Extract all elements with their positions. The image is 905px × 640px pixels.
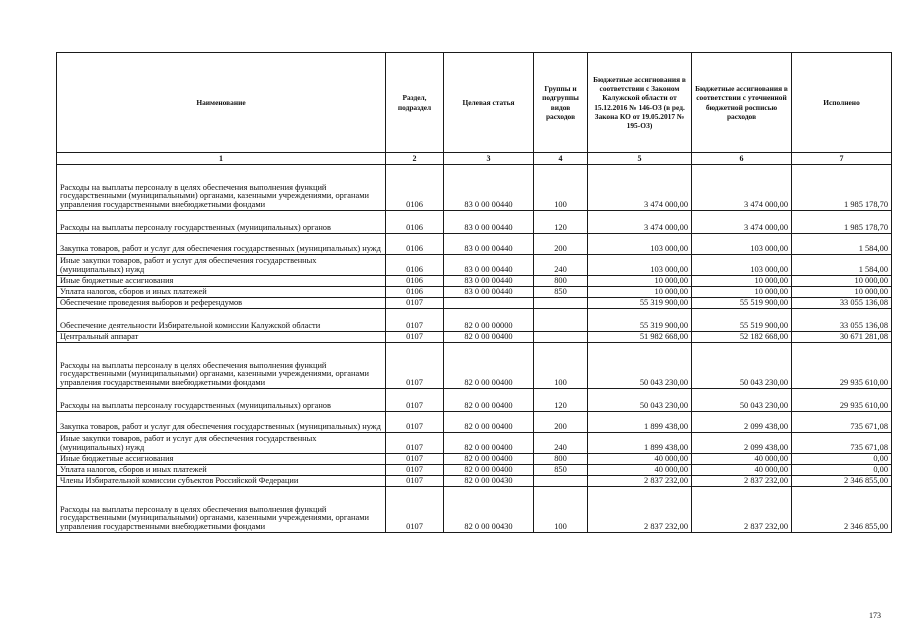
row-group: 240 xyxy=(534,433,588,454)
row-law-amount: 1 899 438,00 xyxy=(588,433,692,454)
row-target: 83 0 00 00440 xyxy=(444,287,534,298)
row-section: 0107 xyxy=(386,454,444,465)
row-group: 240 xyxy=(534,255,588,276)
row-target: 82 0 00 00400 xyxy=(444,343,534,389)
table-row xyxy=(57,332,892,343)
table-row xyxy=(57,343,892,389)
row-law-amount: 51 982 668,00 xyxy=(588,332,692,343)
row-target xyxy=(444,298,534,309)
row-section: 0107 xyxy=(386,389,444,412)
row-name: Члены Избирательной комиссии субъектов Российской Федерации xyxy=(57,476,386,487)
row-group: 100 xyxy=(534,343,588,389)
row-section: 0106 xyxy=(386,287,444,298)
table-row xyxy=(57,287,892,298)
row-target: 82 0 00 00400 xyxy=(444,332,534,343)
row-section: 0106 xyxy=(386,255,444,276)
row-section: 0106 xyxy=(386,165,444,211)
row-refined-amount: 50 043 230,00 xyxy=(692,389,792,412)
header-section: Раздел, подраздел xyxy=(386,53,444,153)
row-group: 120 xyxy=(534,389,588,412)
row-law-amount: 2 837 232,00 xyxy=(588,476,692,487)
col-number: 7 xyxy=(792,153,892,165)
row-refined-amount: 2 099 438,00 xyxy=(692,412,792,433)
row-section: 0106 xyxy=(386,276,444,287)
row-target: 83 0 00 00440 xyxy=(444,276,534,287)
page-number: 173 xyxy=(869,611,881,620)
row-executed-amount: 735 671,08 xyxy=(792,433,892,454)
row-name: Закупка товаров, работ и услуг для обеспечения государственных (муниципальных) нужд xyxy=(57,412,386,433)
row-group: 850 xyxy=(534,465,588,476)
row-section: 0107 xyxy=(386,412,444,433)
row-section: 0107 xyxy=(386,332,444,343)
table-row xyxy=(57,309,892,332)
row-name: Иные бюджетные ассигнования xyxy=(57,276,386,287)
row-section: 0106 xyxy=(386,234,444,255)
row-target: 82 0 00 00400 xyxy=(444,412,534,433)
row-law-amount: 3 474 000,00 xyxy=(588,165,692,211)
row-law-amount: 103 000,00 xyxy=(588,255,692,276)
header-group: Группы и подгруппы видов расходов xyxy=(534,53,588,153)
table-row xyxy=(57,211,892,234)
row-law-amount: 2 837 232,00 xyxy=(588,487,692,533)
row-name: Закупка товаров, работ и услуг для обеспечения государственных (муниципальных) нужд xyxy=(57,234,386,255)
row-executed-amount: 29 935 610,00 xyxy=(792,389,892,412)
row-target: 83 0 00 00440 xyxy=(444,255,534,276)
row-name: Иные закупки товаров, работ и услуг для обеспечения государственных (муниципальных) нужд xyxy=(57,255,386,276)
row-group: 120 xyxy=(534,211,588,234)
row-name: Обеспечение деятельности Избирательной комиссии Калужской области xyxy=(57,309,386,332)
header-refined-assignments: Бюджетные ассигнования в соответствии с уточненной бюджетной росписью расходов xyxy=(692,53,792,153)
row-group: 100 xyxy=(534,165,588,211)
row-law-amount: 50 043 230,00 xyxy=(588,389,692,412)
row-name: Расходы на выплаты персоналу государственных (муниципальных) органов xyxy=(57,389,386,412)
row-name: Обеспечение проведения выборов и референдумов xyxy=(57,298,386,309)
row-refined-amount: 10 000,00 xyxy=(692,276,792,287)
col-number: 3 xyxy=(444,153,534,165)
row-law-amount: 55 319 900,00 xyxy=(588,298,692,309)
row-target: 83 0 00 00440 xyxy=(444,211,534,234)
table-row xyxy=(57,433,892,454)
row-law-amount: 1 899 438,00 xyxy=(588,412,692,433)
row-executed-amount: 33 055 136,08 xyxy=(792,298,892,309)
row-refined-amount: 50 043 230,00 xyxy=(692,343,792,389)
header-law-assignments: Бюджетные ассигнования в соответствии с Законом Калужской области от 15.12.2016 № 146-ОЗ (в ред. Закона КО от 19.05.2017 № 195-ОЗ) xyxy=(588,53,692,153)
row-name: Расходы на выплаты персоналу в целях обеспечения выполнения функций государственными (муниципальными) органами, казенными учреждениями, органами управления государственными внебюджетными фондами xyxy=(57,487,386,533)
row-target: 82 0 00 00400 xyxy=(444,454,534,465)
table-row xyxy=(57,234,892,255)
row-executed-amount: 1 584,00 xyxy=(792,255,892,276)
table-row xyxy=(57,389,892,412)
row-executed-amount: 10 000,00 xyxy=(792,287,892,298)
row-name: Иные закупки товаров, работ и услуг для обеспечения государственных (муниципальных) нужд xyxy=(57,433,386,454)
row-name: Расходы на выплаты персоналу государственных (муниципальных) органов xyxy=(57,211,386,234)
row-executed-amount: 1 985 178,70 xyxy=(792,165,892,211)
budget-table xyxy=(56,52,892,533)
row-name: Уплата налогов, сборов и иных платежей xyxy=(57,287,386,298)
row-law-amount: 10 000,00 xyxy=(588,287,692,298)
row-refined-amount: 3 474 000,00 xyxy=(692,165,792,211)
row-executed-amount: 29 935 610,00 xyxy=(792,343,892,389)
row-target: 82 0 00 00400 xyxy=(444,465,534,476)
table-row xyxy=(57,298,892,309)
header-name: Наименование xyxy=(57,53,386,153)
row-name: Расходы на выплаты персоналу в целях обеспечения выполнения функций государственными (муниципальными) органами, казенными учреждениями, органами управления государственными внебюджетными фондами xyxy=(57,165,386,211)
row-name: Иные бюджетные ассигнования xyxy=(57,454,386,465)
row-law-amount: 103 000,00 xyxy=(588,234,692,255)
row-executed-amount: 1 584,00 xyxy=(792,234,892,255)
row-group xyxy=(534,476,588,487)
row-group xyxy=(534,298,588,309)
row-law-amount: 50 043 230,00 xyxy=(588,343,692,389)
row-refined-amount: 2 837 232,00 xyxy=(692,487,792,533)
row-target: 82 0 00 00400 xyxy=(444,389,534,412)
row-group xyxy=(534,309,588,332)
row-target: 83 0 00 00440 xyxy=(444,165,534,211)
row-group: 200 xyxy=(534,412,588,433)
row-section: 0107 xyxy=(386,298,444,309)
col-number: 6 xyxy=(692,153,792,165)
table-body xyxy=(57,165,892,533)
row-executed-amount: 1 985 178,70 xyxy=(792,211,892,234)
row-refined-amount: 55 519 900,00 xyxy=(692,298,792,309)
col-number: 2 xyxy=(386,153,444,165)
row-name: Центральный аппарат xyxy=(57,332,386,343)
row-section: 0107 xyxy=(386,476,444,487)
row-law-amount: 40 000,00 xyxy=(588,454,692,465)
table-row xyxy=(57,476,892,487)
row-executed-amount: 10 000,00 xyxy=(792,276,892,287)
row-executed-amount: 735 671,08 xyxy=(792,412,892,433)
row-group: 800 xyxy=(534,276,588,287)
row-section: 0107 xyxy=(386,309,444,332)
header-executed: Исполнено xyxy=(792,53,892,153)
table-row xyxy=(57,454,892,465)
row-refined-amount: 40 000,00 xyxy=(692,465,792,476)
col-number: 1 xyxy=(57,153,386,165)
row-target: 82 0 00 00430 xyxy=(444,487,534,533)
row-refined-amount: 103 000,00 xyxy=(692,255,792,276)
header-target: Целевая статья xyxy=(444,53,534,153)
row-name: Расходы на выплаты персоналу в целях обеспечения выполнения функций государственными (муниципальными) органами, казенными учреждениями, органами управления государственными внебюджетными фондами xyxy=(57,343,386,389)
row-target: 83 0 00 00440 xyxy=(444,234,534,255)
row-refined-amount: 3 474 000,00 xyxy=(692,211,792,234)
table-row xyxy=(57,412,892,433)
table-row xyxy=(57,487,892,533)
row-law-amount: 40 000,00 xyxy=(588,465,692,476)
row-target: 82 0 00 00400 xyxy=(444,433,534,454)
row-executed-amount: 33 055 136,08 xyxy=(792,309,892,332)
row-section: 0107 xyxy=(386,465,444,476)
row-group: 800 xyxy=(534,454,588,465)
row-refined-amount: 2 837 232,00 xyxy=(692,476,792,487)
table-row xyxy=(57,255,892,276)
row-executed-amount: 2 346 855,00 xyxy=(792,476,892,487)
row-refined-amount: 40 000,00 xyxy=(692,454,792,465)
row-refined-amount: 52 182 668,00 xyxy=(692,332,792,343)
row-law-amount: 10 000,00 xyxy=(588,276,692,287)
row-refined-amount: 103 000,00 xyxy=(692,234,792,255)
row-target: 82 0 00 00000 xyxy=(444,309,534,332)
row-executed-amount: 2 346 855,00 xyxy=(792,487,892,533)
row-name: Уплата налогов, сборов и иных платежей xyxy=(57,465,386,476)
row-group xyxy=(534,332,588,343)
row-refined-amount: 10 000,00 xyxy=(692,287,792,298)
row-refined-amount: 55 519 900,00 xyxy=(692,309,792,332)
row-section: 0107 xyxy=(386,433,444,454)
row-law-amount: 3 474 000,00 xyxy=(588,211,692,234)
row-section: 0107 xyxy=(386,343,444,389)
row-executed-amount: 0,00 xyxy=(792,454,892,465)
row-section: 0106 xyxy=(386,211,444,234)
table-row xyxy=(57,165,892,211)
col-number: 5 xyxy=(588,153,692,165)
row-executed-amount: 0,00 xyxy=(792,465,892,476)
col-number: 4 xyxy=(534,153,588,165)
row-refined-amount: 2 099 438,00 xyxy=(692,433,792,454)
table-row xyxy=(57,276,892,287)
row-target: 82 0 00 00430 xyxy=(444,476,534,487)
row-section: 0107 xyxy=(386,487,444,533)
row-law-amount: 55 319 900,00 xyxy=(588,309,692,332)
row-group: 100 xyxy=(534,487,588,533)
table-row xyxy=(57,465,892,476)
row-group: 200 xyxy=(534,234,588,255)
row-group: 850 xyxy=(534,287,588,298)
row-executed-amount: 30 671 281,08 xyxy=(792,332,892,343)
